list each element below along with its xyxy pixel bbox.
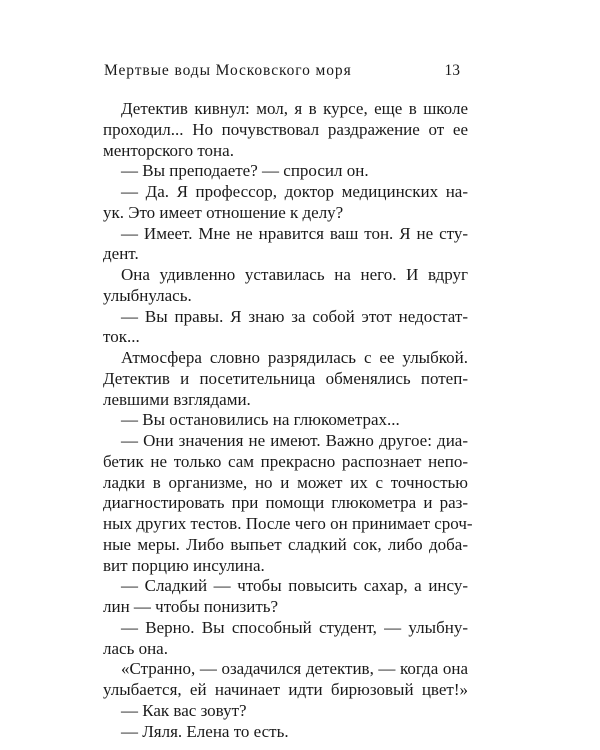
text-line: — Вы остановились на глюкометрах... xyxy=(121,410,400,430)
text-line: — Вы правы. Я знаю за собой этот недостат- xyxy=(121,306,468,326)
text-line: — Сладкий — чтобы повысить сахар, а инсу- xyxy=(121,576,468,596)
text-line: — Они значения не имеют. Важно другое: диа- xyxy=(121,431,468,450)
text-line: вит порцию инсулина. xyxy=(103,555,265,575)
text-line: лин — чтобы понизить? xyxy=(103,597,279,616)
text-line: — Ляля. Елена то есть. xyxy=(121,721,289,741)
text-line: улыбнулась. xyxy=(103,285,192,305)
text-line: Она удивленно уставилась на него. И вдруг xyxy=(121,265,468,284)
text-line: — Верно. Вы способный студент, — улыбну- xyxy=(121,617,468,637)
text-line: левшими взглядами. xyxy=(103,389,251,409)
text-line: Детектив кивнул: мол, я в курсе, еще в школе xyxy=(121,99,468,118)
text-line: ных других тестов. После чего он принимает сроч- xyxy=(103,514,473,533)
text-line: — Да. Я профессор, доктор медицинских на- xyxy=(121,182,468,201)
running-head xyxy=(104,62,460,86)
text-line: дент. xyxy=(103,244,139,264)
text-line: ладки в организме, но и может их с точностью xyxy=(103,472,468,492)
text-line: — Как вас зовут? xyxy=(121,700,247,720)
text-line: Атмосфера словно разрядилась с ее улыбкой. xyxy=(121,348,468,367)
text-line: «Странно, — озадачился детектив, — когда она xyxy=(121,659,468,679)
text-line: менторского тона. xyxy=(103,140,234,160)
text-line: бетик не только сам прекрасно распознает непо- xyxy=(103,451,468,471)
text-line: ные меры. Либо выпьет сладкий сок, либо доба- xyxy=(103,534,468,554)
body-text xyxy=(103,99,473,742)
text-line: ток... xyxy=(103,327,140,347)
text-line: — Имеет. Мне не нравится ваш тон. Я не сту- xyxy=(121,223,468,243)
text-line: диагностировать при помощи глюкометра и раз- xyxy=(103,493,468,513)
running-title: Мертвые воды Московского моря xyxy=(104,62,352,79)
text-line: проходил... Но почувствовал раздражение от ее xyxy=(103,119,468,139)
text-line: Детектив и посетительница обменялись потеп- xyxy=(103,368,468,388)
text-line: улыбается, ей начинает идти бирюзовый цвет!» xyxy=(103,680,468,699)
text-line: лась она. xyxy=(103,638,168,658)
text-line: ук. Это имеет отношение к делу? xyxy=(103,202,344,222)
text-line: — Вы преподаете? — спросил он. xyxy=(121,161,369,181)
page-number: 13 xyxy=(444,62,460,79)
